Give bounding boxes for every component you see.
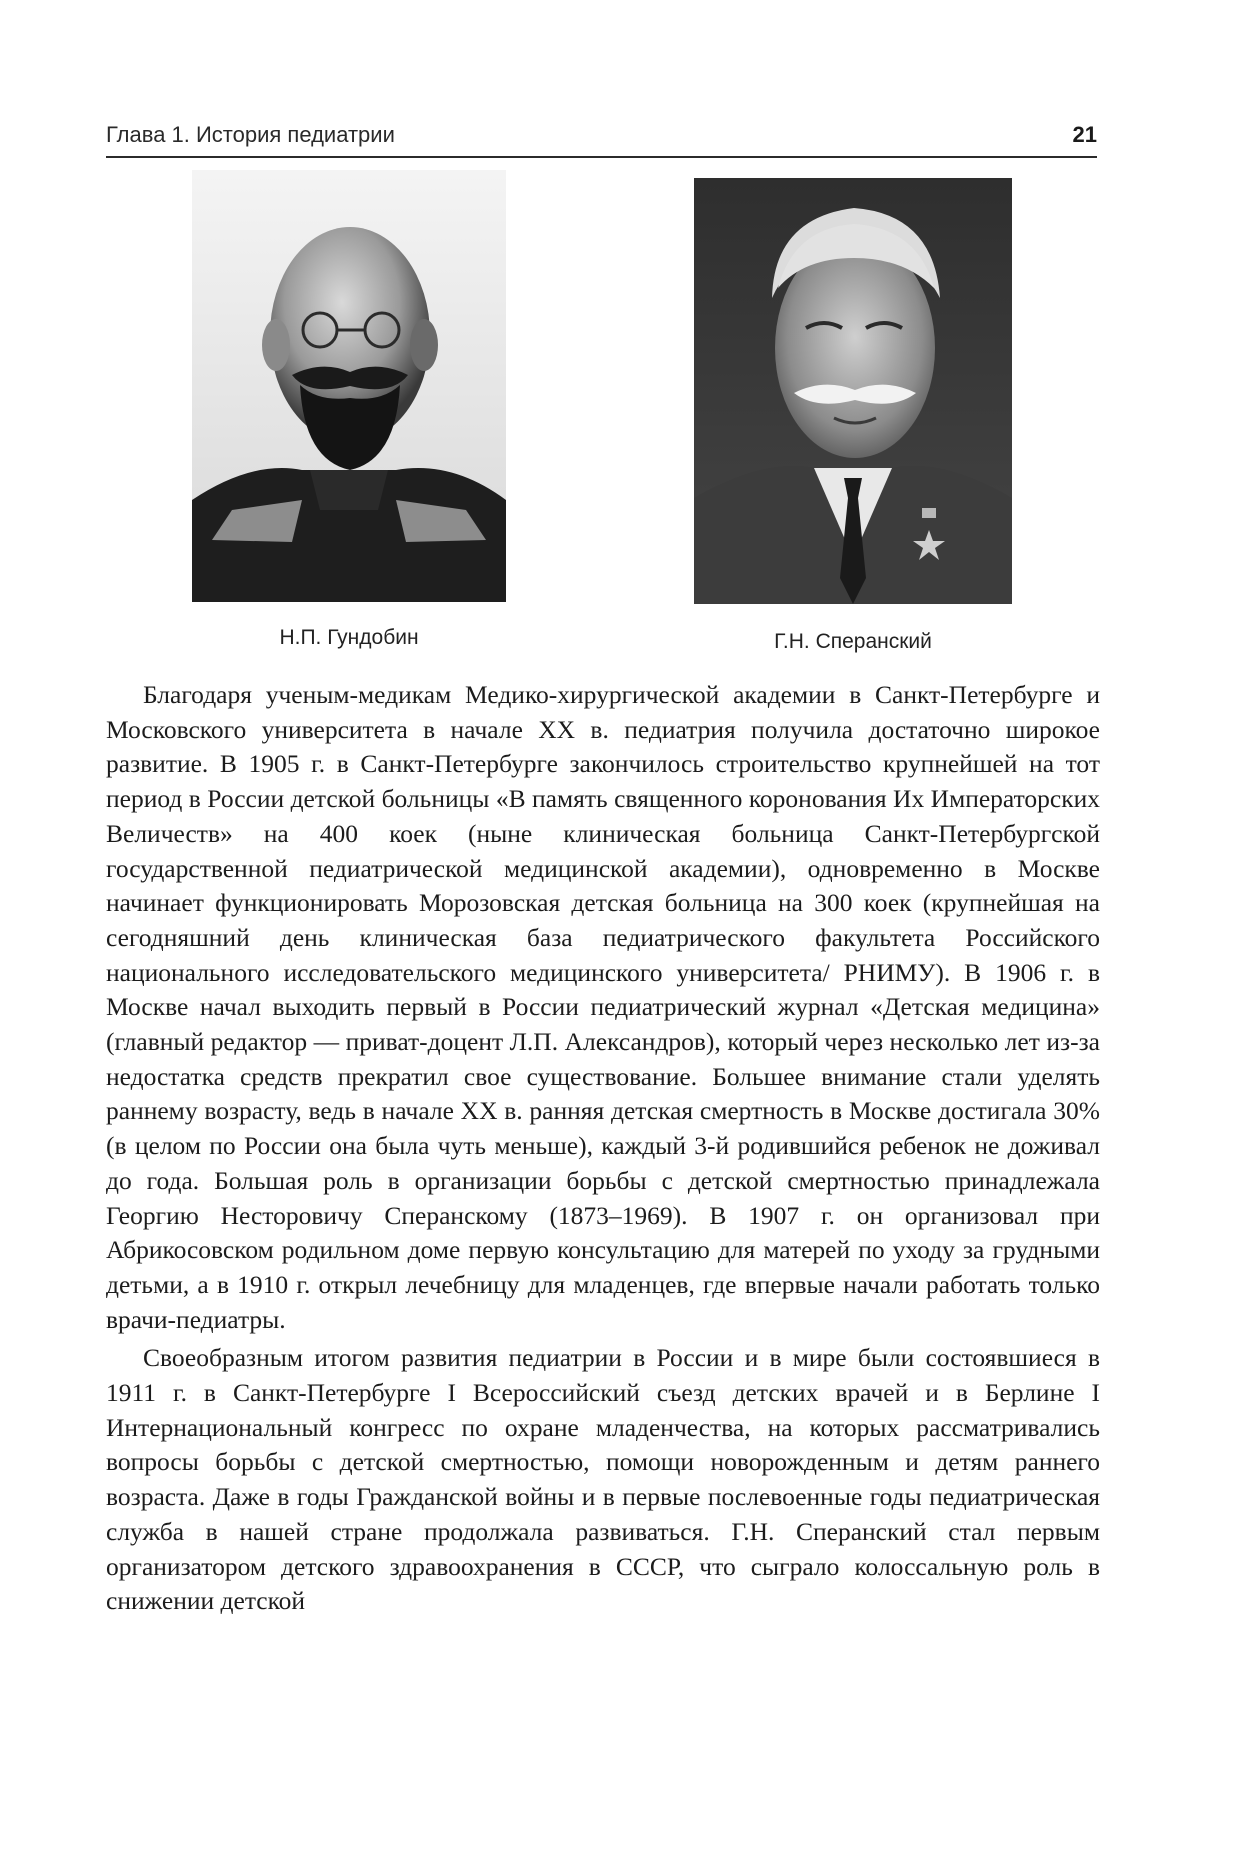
figure-caption: Г.Н. Сперанский bbox=[774, 630, 932, 653]
page-header bbox=[106, 114, 1097, 158]
portrait-photo-gundobin bbox=[192, 170, 506, 602]
paragraph: Благодаря ученым-медикам Медико-хирургической академии в Санкт-Петербурге и Московского университета в начале XX в. педиатрия получила достаточно широкое развитие. В 1905 г. в Санкт-Петербурге закончилось строительство крупнейшей на тот период в России детской больницы «В память священного коронования Их Императорских Величеств» на 400 коек (ныне клиническая больница Санкт-Петербургской государственной педиатрической медицинской академии), одновременно в Москве начинает функционировать Морозовская детская больница на 300 коек (крупнейшая на сегодняшний день клиническая база педиатрического факультета Российского национального исследовательского медицинского университета/ РНИМУ). В 1906 г. в Москве начал выходить первый в России педиатрический журнал «Детская медицина» (главный редактор — приват-доцент Л.П. Александров), который через несколько лет из-за недостатка средств прекратил свое существование. Большее внимание стали уделять раннему возрасту, ведь в начале XX в. ранняя детская смертность в Москве достигала 30% (в целом по России она была чуть меньше), каждый 3-й родившийся ребенок не доживал до года. Большая роль в организации борьбы с детской смертностью принадлежала Георгию Несторовичу Сперанскому (1873–1969). В 1907 г. он организовал при Абрикосовском родильном доме первую консультацию для матерей по уходу за грудными детьми, а в 1910 г. открыл лечебницу для младенцев, где впервые начали работать только врачи-педиатры. bbox=[106, 680, 1100, 1334]
paragraph: Своеобразным итогом развития педиатрии в России и в мире были состоявшиеся в 1911 г. в Санкт-Петербурге I Всероссийский съезд детских врачей и в Берлине I Интернациональный конгресс по охране младенчества, на которых рассматривались вопросы борьбы с детской смертностью, помощи новорожденным и детям раннего возраста. Даже в годы Гражданской войны и в первые послевоенные годы педиатрическая служба в нашей стране продолжала развиваться. Г.Н. Сперанский стал первым организатором детского здравоохранения в СССР, что сыграло колоссальную роль в снижении детской bbox=[106, 1343, 1100, 1616]
page-number: 21 bbox=[1072, 122, 1097, 147]
figure-caption: Н.П. Гундобин bbox=[279, 626, 419, 649]
portrait-photo-speransky bbox=[694, 178, 1012, 604]
portrait-photo-icon bbox=[192, 170, 506, 602]
body-text bbox=[106, 678, 1100, 1623]
portrait-photo-icon bbox=[694, 178, 1012, 604]
running-title: Глава 1. История педиатрии bbox=[106, 122, 395, 147]
